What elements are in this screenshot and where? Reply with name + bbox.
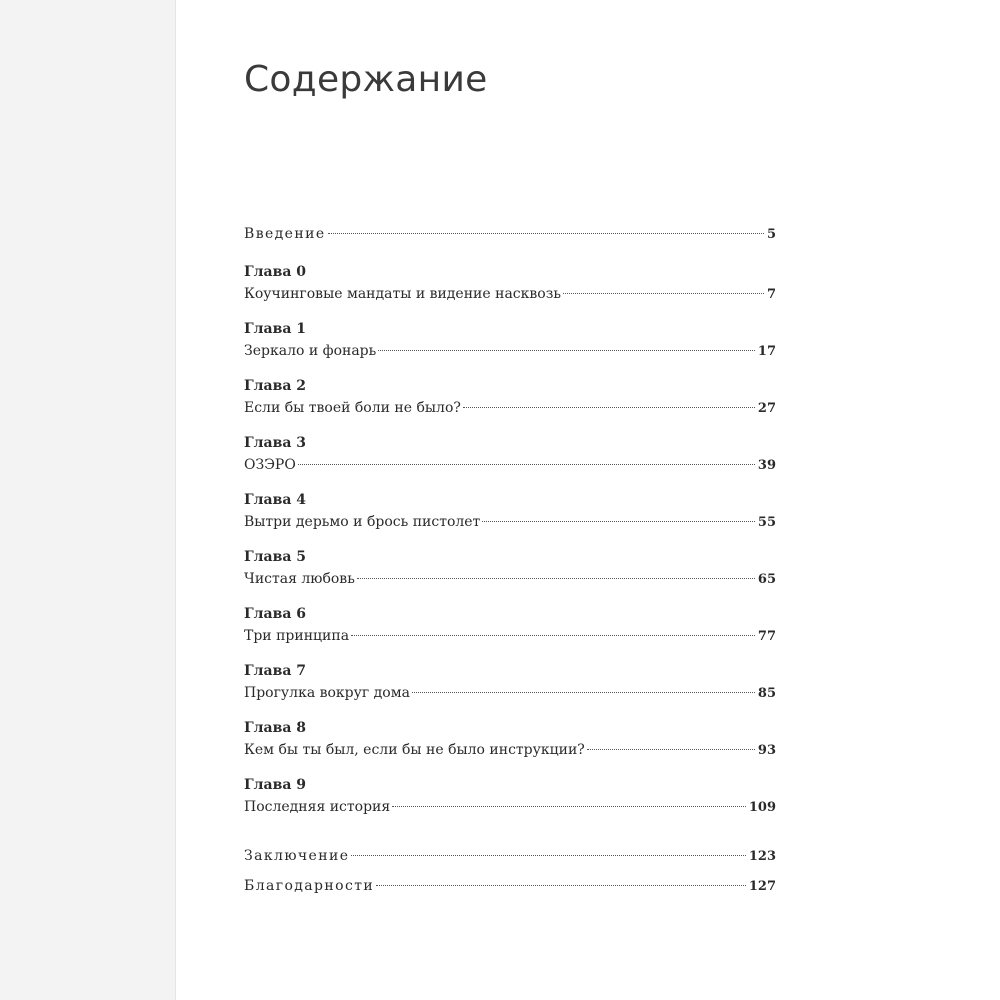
toc-intro[interactable] [244,222,776,246]
chapter-title: Коучинговые мандаты и видение насквозь [244,286,561,302]
leader-dots [351,635,755,636]
toc-conclusion-label: Заключение [244,848,350,864]
leader-dots [378,350,755,351]
leader-dots [463,407,755,408]
toc-chapter-1[interactable] [244,319,776,363]
chapter-label: Глава 9 [244,777,307,793]
chapter-title: Прогулка вокруг дома [244,685,410,701]
leader-dots [563,293,764,294]
chapter-title: Чистая любовь [244,571,355,587]
chapter-page: 109 [748,800,776,815]
page-title: Содержание [244,59,488,100]
chapter-page: 77 [757,629,776,644]
toc-chapter-2[interactable] [244,376,776,420]
leader-dots [328,233,764,234]
toc-chapter-9[interactable] [244,775,776,819]
chapter-label: Глава 1 [244,321,307,337]
chapter-page: 65 [757,572,776,587]
chapter-title: Если бы твоей боли не было? [244,400,461,416]
toc-acknowledgements[interactable] [244,874,776,898]
toc-conclusion[interactable] [244,844,776,868]
chapter-page: 7 [766,287,776,302]
toc-chapter-0[interactable] [244,262,776,306]
leader-dots [298,464,755,465]
chapter-page: 93 [757,743,776,758]
leader-dots [482,521,755,522]
chapter-label: Глава 3 [244,435,307,451]
chapter-label: Глава 2 [244,378,307,394]
toc-chapter-5[interactable] [244,547,776,591]
leader-dots [357,578,755,579]
chapter-page: 39 [757,458,776,473]
toc-chapter-8[interactable] [244,718,776,762]
chapter-page: 55 [757,515,776,530]
toc-conclusion-page: 123 [748,849,776,864]
toc-intro-label: Введение [244,226,326,242]
chapter-page: 85 [757,686,776,701]
leader-dots [587,749,755,750]
leader-dots [412,692,755,693]
leader-dots [376,885,746,886]
toc-chapter-6[interactable] [244,604,776,648]
chapter-title: Кем бы ты был, если бы не было инструкции? [244,742,585,758]
chapter-label: Глава 6 [244,606,307,622]
chapter-title: Последняя история [244,799,391,815]
page-edge-strip [0,0,176,1000]
leader-dots [351,855,745,856]
chapter-label: Глава 0 [244,264,307,280]
toc-intro-page: 5 [766,227,776,242]
chapter-title: ОЗЭРО [244,457,296,473]
leader-dots [392,806,746,807]
chapter-page: 27 [757,401,776,416]
chapter-title: Вытри дерьмо и брось пистолет [244,514,481,530]
chapter-label: Глава 7 [244,663,307,679]
chapter-title: Зеркало и фонарь [244,343,377,359]
chapter-label: Глава 4 [244,492,307,508]
chapter-label: Глава 8 [244,720,307,736]
chapter-page: 17 [757,344,776,359]
toc-chapter-7[interactable] [244,661,776,705]
toc-chapter-4[interactable] [244,490,776,534]
chapter-title: Три принципа [244,628,350,644]
toc-acknowledgements-label: Благодарности [244,878,375,894]
toc-chapter-3[interactable] [244,433,776,477]
chapter-label: Глава 5 [244,549,307,565]
toc-acknowledgements-page: 127 [748,879,776,894]
